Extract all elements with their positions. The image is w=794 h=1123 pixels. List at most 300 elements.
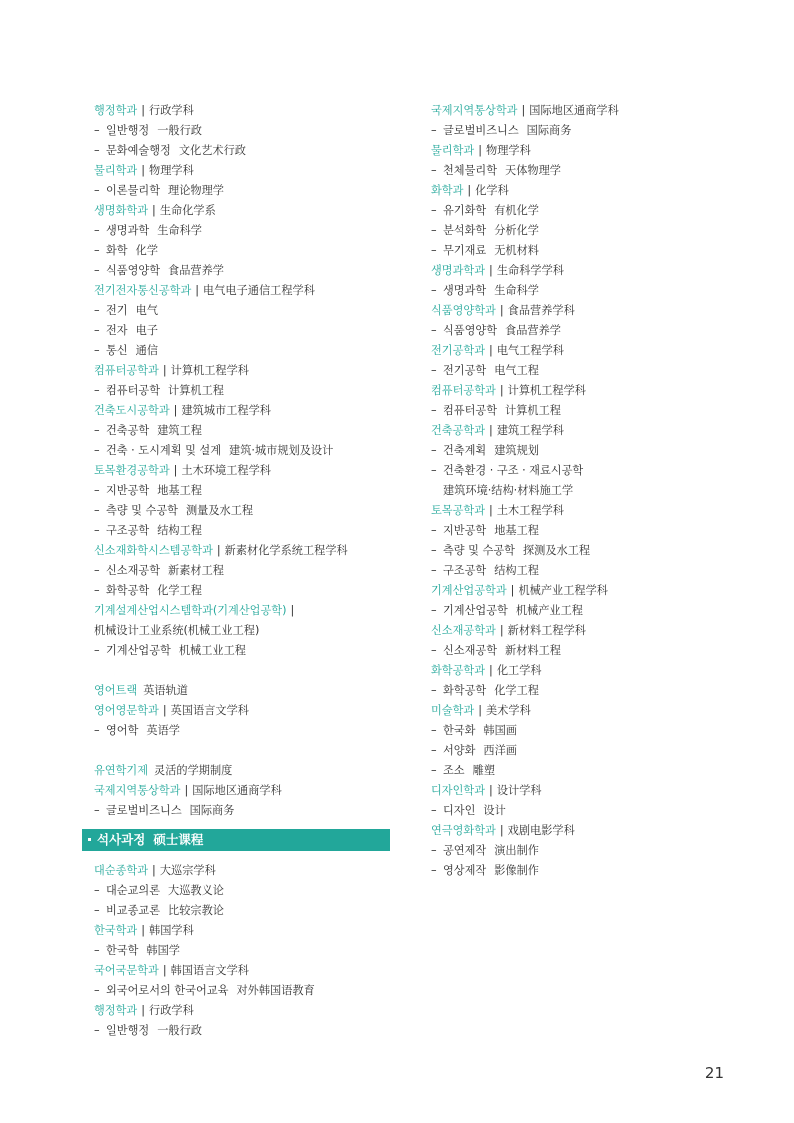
department-row: [431, 621, 731, 641]
major-name-zh: 食品营养学: [505, 324, 561, 337]
separator: |: [173, 464, 178, 477]
separator: |: [162, 704, 167, 717]
department-row: [94, 921, 390, 941]
dash-marker: –: [431, 844, 437, 857]
department-name-zh: 行政学科: [149, 1004, 194, 1017]
separator: |: [290, 604, 295, 617]
dash-marker: –: [431, 804, 437, 817]
department-row: [94, 101, 390, 121]
major-name-zh: 无机材料: [494, 244, 539, 257]
major-name-zh: 电子: [135, 324, 159, 337]
major-item: [431, 361, 731, 381]
major-item: [94, 321, 390, 341]
department-name-zh: 电气电子通信工程学科: [203, 284, 315, 297]
major-name-zh: 英语学: [146, 724, 180, 737]
dash-marker: –: [431, 764, 437, 777]
department-name-ko: 생명화학과: [94, 204, 149, 217]
department-row: [431, 821, 731, 841]
major-item: [431, 601, 731, 621]
major-name-ko: 신소재공학: [443, 644, 498, 657]
dash-marker: –: [94, 504, 100, 517]
department-name-ko: 건축도시공학과: [94, 404, 170, 417]
department-name-ko: 신소재화학시스템공학과: [94, 544, 213, 557]
separator: |: [478, 704, 483, 717]
major-item: [94, 941, 390, 961]
dash-marker: –: [94, 724, 100, 737]
dash-marker: –: [94, 524, 100, 537]
major-name-ko: 기계산업공학: [106, 644, 171, 657]
major-item: [94, 561, 390, 581]
dash-marker: –: [431, 124, 437, 137]
department-name-ko: 행정학과: [94, 1004, 138, 1017]
major-name-zh: 计算机工程: [168, 384, 224, 397]
department-name-zh: 计算机工程学科: [507, 384, 586, 397]
major-name-zh: 一般行政: [157, 1024, 202, 1037]
major-name-ko: 분석화학: [443, 224, 487, 237]
major-item: [94, 801, 390, 821]
dash-marker: –: [431, 244, 437, 257]
major-item: [94, 441, 390, 461]
dash-marker: –: [94, 1024, 100, 1037]
major-item: [431, 461, 731, 481]
separator: |: [195, 284, 200, 297]
department-name-ko: 행정학과: [94, 104, 138, 117]
major-name-ko: 구조공학: [443, 564, 487, 577]
department-row: [94, 1001, 390, 1021]
department-name-ko: 컴퓨터공학과: [94, 364, 159, 377]
major-name-zh: 电气: [135, 304, 159, 317]
major-item: [431, 201, 731, 221]
department-row: [431, 181, 731, 201]
department-row: [94, 401, 390, 421]
track-name-zh: 灵活的学期制度: [154, 764, 233, 777]
department-row: [431, 781, 731, 801]
spacer: [94, 741, 390, 761]
major-name-ko: 글로벌비즈니스: [106, 804, 182, 817]
separator: |: [489, 504, 493, 517]
department-row: [431, 261, 731, 281]
major-name-ko: 일반행정: [106, 124, 150, 137]
major-name-zh: 新材料工程: [505, 644, 561, 657]
department-name-zh: 生命化学系: [159, 204, 216, 217]
separator: |: [216, 544, 221, 557]
major-name-zh: 天体物理学: [505, 164, 561, 177]
dash-marker: –: [431, 404, 437, 417]
major-name-ko: 외국어로서의 한국어교육: [106, 984, 229, 997]
major-name-zh: 结构工程: [157, 524, 202, 537]
department-name-zh: 建筑城市工程学科: [181, 404, 271, 417]
dash-marker: –: [431, 864, 437, 877]
department-name-zh: 大巡宗学科: [159, 864, 216, 877]
dash-marker: –: [431, 564, 437, 577]
track-row: [94, 761, 390, 781]
dash-marker: –: [431, 684, 437, 697]
department-name-zh: 计算机工程学科: [170, 364, 249, 377]
major-item: [94, 341, 390, 361]
dash-marker: –: [94, 324, 100, 337]
separator: |: [141, 164, 146, 177]
dash-marker: –: [94, 884, 100, 897]
dash-marker: –: [94, 484, 100, 497]
department-row: [431, 101, 731, 121]
major-name-ko: 한국화: [443, 724, 476, 737]
dash-marker: –: [94, 224, 100, 237]
department-row: [431, 301, 731, 321]
bullet-icon: [88, 838, 91, 841]
department-name-zh: 物理学科: [149, 164, 194, 177]
major-name-zh: 地基工程: [494, 524, 539, 537]
dash-marker: –: [431, 544, 437, 557]
dash-marker: –: [94, 304, 100, 317]
dash-marker: –: [94, 144, 100, 157]
department-name-zh: 土木工程学科: [496, 504, 564, 517]
major-name-ko: 전기: [106, 304, 128, 317]
major-name-ko: 대순교의론: [106, 884, 161, 897]
major-name-ko: 유기화학: [443, 204, 487, 217]
major-name-ko: 건축환경 · 구조 · 재료시공학: [443, 464, 584, 477]
major-item: [431, 841, 731, 861]
major-name-zh: 文化艺术行政: [178, 144, 246, 157]
major-name-zh: 对外韩国语教育: [236, 984, 315, 997]
department-name-ko: 물리학과: [431, 144, 475, 157]
department-name-ko: 기계설계산업시스템학과(기계산업공학): [94, 604, 287, 617]
department-row: [94, 861, 390, 881]
department-row: [431, 701, 731, 721]
major-name-zh: 演出制作: [494, 844, 539, 857]
major-name-ko: 통신: [106, 344, 128, 357]
major-name-ko: 일반행정: [106, 1024, 150, 1037]
separator: |: [141, 924, 146, 937]
dash-marker: –: [94, 184, 100, 197]
major-name-ko: 전자: [106, 324, 128, 337]
major-item: [94, 241, 390, 261]
major-name-zh: 新素材工程: [168, 564, 224, 577]
major-item: [431, 761, 731, 781]
department-name-zh: 英国语言文学科: [170, 704, 249, 717]
major-name-ko: 전기공학: [443, 364, 487, 377]
major-name-zh: 结构工程: [494, 564, 539, 577]
separator: |: [184, 784, 189, 797]
major-item: [431, 161, 731, 181]
department-name-zh: 生命科学学科: [496, 264, 564, 277]
major-name-ko: 문화예술행정: [106, 144, 171, 157]
major-item: [94, 381, 390, 401]
left-column: [94, 101, 390, 1041]
major-item: [431, 321, 731, 341]
major-name-zh: 一般行政: [157, 124, 202, 137]
major-item: [431, 221, 731, 241]
major-item: [431, 561, 731, 581]
major-name-ko: 지반공학: [106, 484, 150, 497]
track-row: [94, 681, 390, 701]
separator: |: [152, 864, 156, 877]
major-name-zh-continued: 建筑环境·结构·材料施工学: [443, 484, 574, 497]
department-name-ko: 물리학과: [94, 164, 138, 177]
major-name-zh: 建筑·城市规划及设计: [229, 444, 334, 457]
major-name-ko: 지반공학: [443, 524, 487, 537]
department-name-zh: 设计学科: [496, 784, 542, 797]
major-item: [431, 441, 731, 461]
major-name-zh: 测量及水工程: [185, 504, 254, 517]
major-name-ko: 생명과학: [443, 284, 487, 297]
department-name-ko: 기계산업공학과: [431, 584, 507, 597]
major-name-zh: 理论物理学: [168, 184, 224, 197]
major-name-zh: 影像制作: [494, 864, 539, 877]
department-row: [94, 781, 390, 801]
major-name-ko: 조소: [443, 764, 465, 777]
dash-marker: –: [94, 244, 100, 257]
major-item: [431, 121, 731, 141]
major-name-zh: 机械工业工程: [178, 644, 246, 657]
department-row: [431, 421, 731, 441]
dash-marker: –: [94, 564, 100, 577]
separator: |: [489, 264, 493, 277]
separator: |: [489, 344, 493, 357]
department-name-zh: 电气工程学科: [496, 344, 564, 357]
department-name-ko: 생명과학과: [431, 264, 486, 277]
major-name-ko: 식품영양학: [443, 324, 498, 337]
department-name-ko: 영어영문학과: [94, 704, 159, 717]
separator: |: [141, 104, 146, 117]
major-item: [431, 541, 731, 561]
major-name-ko: 디자인: [443, 804, 476, 817]
dash-marker: –: [94, 804, 100, 817]
department-row: [94, 201, 390, 221]
major-name-ko: 서양화: [443, 744, 476, 757]
department-name-zh: 土木环境工程学科: [181, 464, 271, 477]
major-name-zh: 国际商务: [189, 804, 235, 817]
separator: |: [173, 404, 178, 417]
separator: |: [489, 424, 493, 437]
dash-marker: –: [431, 744, 437, 757]
dash-marker: –: [431, 444, 437, 457]
dash-marker: –: [431, 164, 437, 177]
separator: |: [499, 624, 504, 637]
department-name-ko: 토목환경공학과: [94, 464, 170, 477]
department-name-zh: 国际地区通商学科: [529, 104, 619, 117]
major-item: [431, 741, 731, 761]
right-column: [431, 101, 731, 881]
dash-marker: –: [94, 984, 100, 997]
major-item: [94, 481, 390, 501]
major-item: [94, 181, 390, 201]
department-name-zh: 国际地区通商学科: [192, 784, 282, 797]
dash-marker: –: [431, 604, 437, 617]
separator: |: [489, 784, 493, 797]
major-item: [431, 721, 731, 741]
major-name-zh: 计算机工程: [505, 404, 561, 417]
department-row: [94, 461, 390, 481]
department-row: [431, 381, 731, 401]
major-name-zh: 化学工程: [157, 584, 202, 597]
department-name-ko: 토목공학과: [431, 504, 486, 517]
department-name-ko: 식품영양학과: [431, 304, 496, 317]
major-name-zh: 化学: [135, 244, 159, 257]
major-name-zh: 雕塑: [472, 764, 496, 777]
department-row: [431, 661, 731, 681]
major-name-ko: 컴퓨터공학: [106, 384, 161, 397]
major-item: [94, 141, 390, 161]
major-item: [94, 721, 390, 741]
major-name-zh: 化学工程: [494, 684, 539, 697]
spacer: [94, 661, 390, 681]
page-number: 21: [704, 1064, 724, 1082]
dash-marker: –: [94, 384, 100, 397]
track-name-ko: 영어트랙: [94, 684, 138, 697]
major-item: [431, 401, 731, 421]
major-item: [94, 901, 390, 921]
major-name-ko: 식품영양학: [106, 264, 161, 277]
major-name-ko: 기계산업공학: [443, 604, 508, 617]
dash-marker: –: [94, 124, 100, 137]
department-name-ko: 국제지역통상학과: [431, 104, 518, 117]
major-name-zh: 西洋画: [483, 744, 517, 757]
major-name-zh: 机械产业工程: [515, 604, 583, 617]
major-name-zh: 比较宗教论: [168, 904, 224, 917]
major-name-ko: 건축공학: [106, 424, 150, 437]
major-name-ko: 비교종교론: [106, 904, 161, 917]
dash-marker: –: [431, 724, 437, 737]
major-item: [431, 681, 731, 701]
major-item: [431, 241, 731, 261]
major-name-ko: 구조공학: [106, 524, 150, 537]
department-name-zh: 韩国学科: [149, 924, 194, 937]
department-row: [431, 581, 731, 601]
department-row: [94, 541, 390, 561]
major-name-zh: 食品营养学: [168, 264, 224, 277]
major-name-zh: 韩国画: [483, 724, 517, 737]
department-name-ko: 전기전자통신공학과: [94, 284, 192, 297]
major-name-zh: 探测及水工程: [522, 544, 591, 557]
separator: |: [510, 584, 515, 597]
separator: |: [489, 664, 493, 677]
major-item: [94, 881, 390, 901]
major-name-ko: 컴퓨터공학: [443, 404, 498, 417]
major-name-zh: 电气工程: [494, 364, 539, 377]
department-name-zh: 物理学科: [486, 144, 531, 157]
major-name-ko: 글로벌비즈니스: [443, 124, 519, 137]
section-title-zh: 硕士课程: [153, 832, 204, 847]
department-name-zh: 美术学科: [486, 704, 531, 717]
separator: |: [162, 364, 167, 377]
department-name-ko: 컴퓨터공학과: [431, 384, 496, 397]
separator: |: [467, 184, 472, 197]
department-row: [94, 701, 390, 721]
department-name-zh: 戏剧电影学科: [507, 824, 575, 837]
dash-marker: –: [94, 584, 100, 597]
department-name-zh: 建筑工程学科: [496, 424, 564, 437]
track-name-zh: 英语轨道: [143, 684, 188, 697]
department-name-ko: 화학공학과: [431, 664, 486, 677]
dash-marker: –: [431, 204, 437, 217]
dash-marker: –: [431, 464, 437, 477]
dash-marker: –: [431, 524, 437, 537]
dash-marker: –: [94, 264, 100, 277]
major-item: [431, 281, 731, 301]
major-name-ko: 화학: [106, 244, 128, 257]
major-item: [431, 801, 731, 821]
department-row: [431, 141, 731, 161]
department-name-zh: 机械产业工程学科: [518, 584, 608, 597]
department-name-zh-line: 机械设计工业系统(机械工业工程): [94, 624, 260, 637]
department-name-zh: 行政学科: [149, 104, 194, 117]
dash-marker: –: [431, 224, 437, 237]
major-item: [94, 581, 390, 601]
department-row: [94, 281, 390, 301]
major-name-ko: 생명과학: [106, 224, 150, 237]
major-name-ko: 화학공학: [106, 584, 150, 597]
department-row: [94, 361, 390, 381]
track-name-ko: 유연학기제: [94, 764, 149, 777]
dash-marker: –: [431, 284, 437, 297]
department-name-ko: 연극영화학과: [431, 824, 496, 837]
department-name-ko: 대순종학과: [94, 864, 149, 877]
department-row: [94, 161, 390, 181]
major-name-ko: 한국학: [106, 944, 139, 957]
major-name-zh: 分析化学: [494, 224, 539, 237]
major-name-zh: 大巡教义论: [168, 884, 224, 897]
separator: |: [152, 204, 156, 217]
department-name-ko: 화학과: [431, 184, 464, 197]
department-name-ko: 한국학과: [94, 924, 138, 937]
department-name-ko: 국제지역통상학과: [94, 784, 181, 797]
major-name-zh: 有机化学: [494, 204, 539, 217]
major-name-zh: 韩国学: [146, 944, 180, 957]
separator: |: [521, 104, 526, 117]
section-header-masters: [82, 829, 390, 851]
major-name-zh: 通信: [135, 344, 159, 357]
dash-marker: –: [94, 444, 100, 457]
department-row: [94, 961, 390, 981]
major-item: [94, 981, 390, 1001]
major-name-zh: 国际商务: [526, 124, 572, 137]
department-name-ko: 신소재공학과: [431, 624, 496, 637]
major-name-zh: 生命科学: [494, 284, 539, 297]
dash-marker: –: [94, 644, 100, 657]
major-name-ko: 건축계획: [443, 444, 487, 457]
department-name-zh: 化工学科: [496, 664, 542, 677]
major-item: [94, 301, 390, 321]
major-item: [431, 861, 731, 881]
major-item: [94, 121, 390, 141]
major-name-ko: 무기재료: [443, 244, 487, 257]
department-name-ko: 건축공학과: [431, 424, 486, 437]
major-name-zh: 建筑工程: [157, 424, 202, 437]
major-name-ko: 신소재공학: [106, 564, 161, 577]
dash-marker: –: [431, 324, 437, 337]
major-item: [94, 501, 390, 521]
dash-marker: –: [94, 424, 100, 437]
major-name-ko: 화학공학: [443, 684, 487, 697]
major-item: [431, 521, 731, 541]
section-title-ko: 석사과정: [97, 832, 146, 847]
department-name-ko: 전기공학과: [431, 344, 486, 357]
major-item: [94, 221, 390, 241]
major-name-ko: 측량 및 수공학: [443, 544, 515, 557]
separator: |: [499, 384, 504, 397]
separator: |: [162, 964, 167, 977]
dash-marker: –: [431, 644, 437, 657]
department-name-ko: 국어국문학과: [94, 964, 159, 977]
department-name-zh: 食品营养学科: [507, 304, 575, 317]
major-name-ko: 천체물리학: [443, 164, 498, 177]
dash-marker: –: [431, 364, 437, 377]
major-item: [94, 521, 390, 541]
separator: |: [141, 1004, 146, 1017]
department-name-zh: 韩国语言文学科: [170, 964, 249, 977]
department-name-ko: 미술학과: [431, 704, 475, 717]
department-row: [431, 501, 731, 521]
